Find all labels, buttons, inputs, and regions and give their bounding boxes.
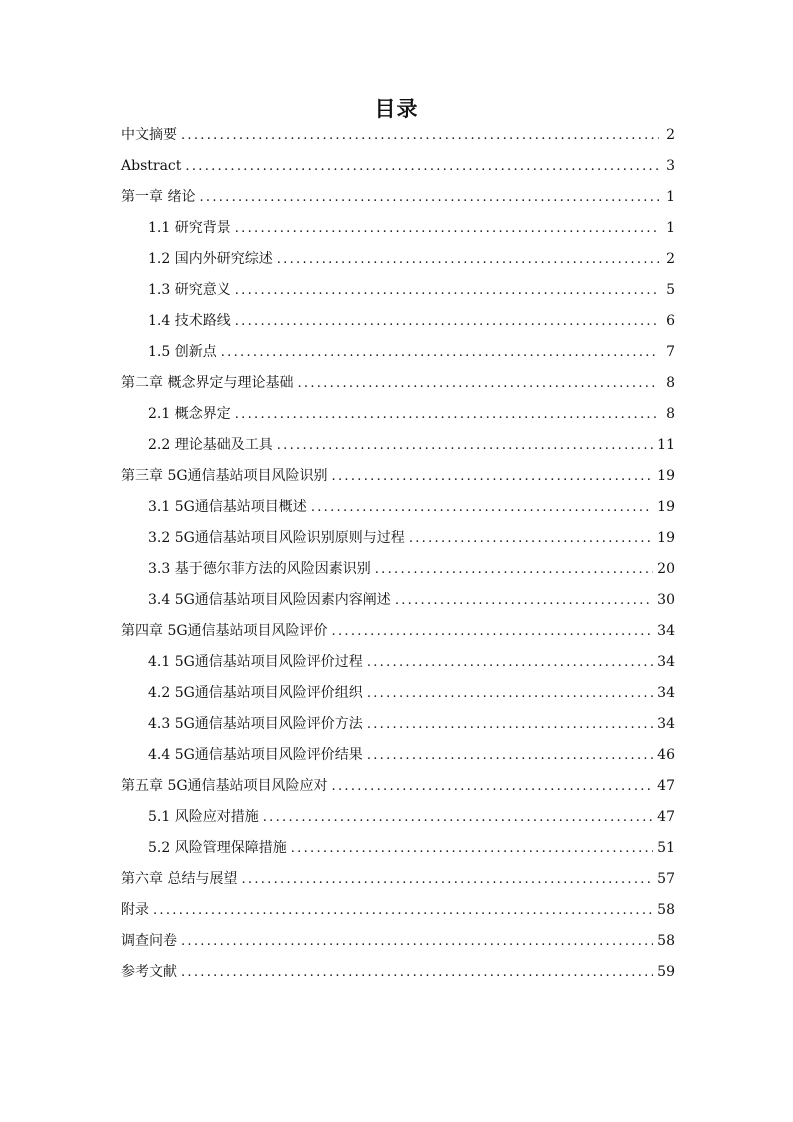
toc-entry[interactable] xyxy=(121,864,675,895)
toc-entry-title: 3.3 基于德尔菲方法的风险因素识别 xyxy=(148,561,371,577)
toc-entry-title: 调查问卷 xyxy=(121,933,177,949)
toc-dot-leader xyxy=(235,213,659,244)
toc-dot-leader xyxy=(277,430,653,461)
toc-page-number: 51 xyxy=(657,840,675,856)
toc-page-number: 47 xyxy=(657,809,675,825)
toc-entry[interactable] xyxy=(121,337,675,368)
toc-entry-title: 4.4 5G通信基站项目风险评价结果 xyxy=(148,747,363,763)
page-title: 目录 xyxy=(374,97,419,121)
toc-entry[interactable] xyxy=(121,771,675,802)
toc-entry[interactable] xyxy=(121,120,675,151)
toc-entry[interactable] xyxy=(121,926,675,957)
toc-dot-leader xyxy=(221,337,659,368)
toc-page-number: 3 xyxy=(666,158,675,174)
toc-page-number: 58 xyxy=(657,933,675,949)
toc-page-number: 2 xyxy=(666,127,675,143)
toc-page-number: 34 xyxy=(657,716,675,732)
toc-entry-title: 参考文献 xyxy=(121,964,177,980)
toc-dot-leader xyxy=(199,182,659,213)
toc-page-number: 1 xyxy=(666,189,675,205)
toc-entry-title: 附录 xyxy=(121,902,149,918)
toc-entry-title: 1.5 创新点 xyxy=(148,344,217,360)
toc-entry[interactable] xyxy=(121,833,675,864)
toc-entry-title: 第一章 绪论 xyxy=(121,189,196,205)
toc-dot-leader xyxy=(291,833,653,864)
toc-page-number: 19 xyxy=(657,530,675,546)
toc-dot-leader xyxy=(311,492,653,523)
toc-dot-leader xyxy=(181,957,653,988)
toc-entry[interactable] xyxy=(121,306,675,337)
toc-entry-title: 4.3 5G通信基站项目风险评价方法 xyxy=(148,716,363,732)
toc-entry[interactable] xyxy=(121,554,675,585)
toc-dot-leader xyxy=(185,151,659,182)
toc-page-number: 34 xyxy=(657,685,675,701)
toc-entry[interactable] xyxy=(121,957,675,988)
toc-entry[interactable] xyxy=(121,740,675,771)
toc-page-number: 19 xyxy=(657,468,675,484)
toc-page-number: 30 xyxy=(657,592,675,608)
toc-dot-leader xyxy=(332,771,654,802)
toc-dot-leader xyxy=(367,740,653,771)
toc-entry-title: 1.1 研究背景 xyxy=(148,220,231,236)
toc-entry[interactable] xyxy=(121,368,675,399)
toc-entry-title: 第四章 5G通信基站项目风险评价 xyxy=(121,623,328,639)
toc-entry[interactable] xyxy=(121,213,675,244)
toc-entry[interactable] xyxy=(121,895,675,926)
toc-page-number: 57 xyxy=(657,871,675,887)
toc-entry[interactable] xyxy=(121,585,675,616)
toc-entry-title: 第六章 总结与展望 xyxy=(121,871,238,887)
toc-dot-leader xyxy=(241,864,653,895)
toc-page-number: 47 xyxy=(657,778,675,794)
toc-entry-title: 4.1 5G通信基站项目风险评价过程 xyxy=(148,654,363,670)
toc-page-number: 8 xyxy=(666,406,675,422)
toc-dot-leader xyxy=(367,709,653,740)
toc-entry[interactable] xyxy=(121,461,675,492)
toc-dot-leader xyxy=(235,275,659,306)
toc-entry-title: 中文摘要 xyxy=(121,127,177,143)
toc-entry-title: 1.2 国内外研究综述 xyxy=(148,251,273,267)
toc-page-number: 2 xyxy=(666,251,675,267)
toc-entry-title: 3.4 5G通信基站项目风险因素内容阐述 xyxy=(148,592,391,608)
toc-dot-leader xyxy=(263,802,653,833)
toc-entry[interactable] xyxy=(121,244,675,275)
toc-entry-title: 3.1 5G通信基站项目概述 xyxy=(148,499,307,515)
toc-entry-title: 第五章 5G通信基站项目风险应对 xyxy=(121,778,328,794)
toc-page-number: 19 xyxy=(657,499,675,515)
toc-entry-title: 第三章 5G通信基站项目风险识别 xyxy=(121,468,328,484)
toc-page-number: 58 xyxy=(657,902,675,918)
toc-page-number: 8 xyxy=(666,375,675,391)
toc-dot-leader xyxy=(395,585,653,616)
toc-entry-title: 4.2 5G通信基站项目风险评价组织 xyxy=(148,685,363,701)
toc-entry-title: 5.1 风险应对措施 xyxy=(148,809,259,825)
toc-entry-title: 3.2 5G通信基站项目风险识别原则与过程 xyxy=(148,530,405,546)
toc-page-number: 11 xyxy=(657,437,675,453)
toc-entry[interactable] xyxy=(121,399,675,430)
toc-page-number: 7 xyxy=(666,344,675,360)
toc-page-number: 6 xyxy=(666,313,675,329)
toc-dot-leader xyxy=(332,616,654,647)
toc-dot-leader xyxy=(409,523,653,554)
toc-dot-leader xyxy=(297,368,659,399)
toc-page-number: 20 xyxy=(657,561,675,577)
toc-dot-leader xyxy=(367,647,653,678)
toc-page-number: 59 xyxy=(657,964,675,980)
toc-page-number: 34 xyxy=(657,654,675,670)
toc-page-number: 1 xyxy=(666,220,675,236)
toc-dot-leader xyxy=(332,461,654,492)
toc-entry[interactable] xyxy=(121,523,675,554)
toc-dot-leader xyxy=(181,926,653,957)
toc-entry[interactable] xyxy=(121,802,675,833)
toc-entry[interactable] xyxy=(121,151,675,182)
toc-dot-leader xyxy=(277,244,659,275)
toc-entry[interactable] xyxy=(121,616,675,647)
table-of-contents xyxy=(121,120,675,988)
toc-entry-title: 1.4 技术路线 xyxy=(148,313,231,329)
toc-page-number: 34 xyxy=(657,623,675,639)
toc-entry-title: 第二章 概念界定与理论基础 xyxy=(121,375,294,391)
toc-entry[interactable] xyxy=(121,492,675,523)
toc-entry[interactable] xyxy=(121,430,675,461)
toc-dot-leader xyxy=(367,678,653,709)
toc-entry-title: 5.2 风险管理保障措施 xyxy=(148,840,287,856)
toc-page-number: 46 xyxy=(657,747,675,763)
toc-entry-title: 1.3 研究意义 xyxy=(148,282,231,298)
toc-dot-leader xyxy=(235,306,659,337)
toc-entry-title: 2.2 理论基础及工具 xyxy=(148,437,273,453)
toc-dot-leader xyxy=(153,895,653,926)
toc-entry-title: 2.1 概念界定 xyxy=(148,406,231,422)
toc-entry[interactable] xyxy=(121,647,675,678)
toc-entry[interactable] xyxy=(121,182,675,213)
toc-dot-leader xyxy=(181,120,659,151)
toc-entry-title: Abstract xyxy=(121,158,182,174)
toc-dot-leader xyxy=(375,554,653,585)
toc-entry[interactable] xyxy=(121,275,675,306)
toc-dot-leader xyxy=(235,399,659,430)
toc-entry[interactable] xyxy=(121,709,675,740)
toc-entry[interactable] xyxy=(121,678,675,709)
toc-page-number: 5 xyxy=(666,282,675,298)
